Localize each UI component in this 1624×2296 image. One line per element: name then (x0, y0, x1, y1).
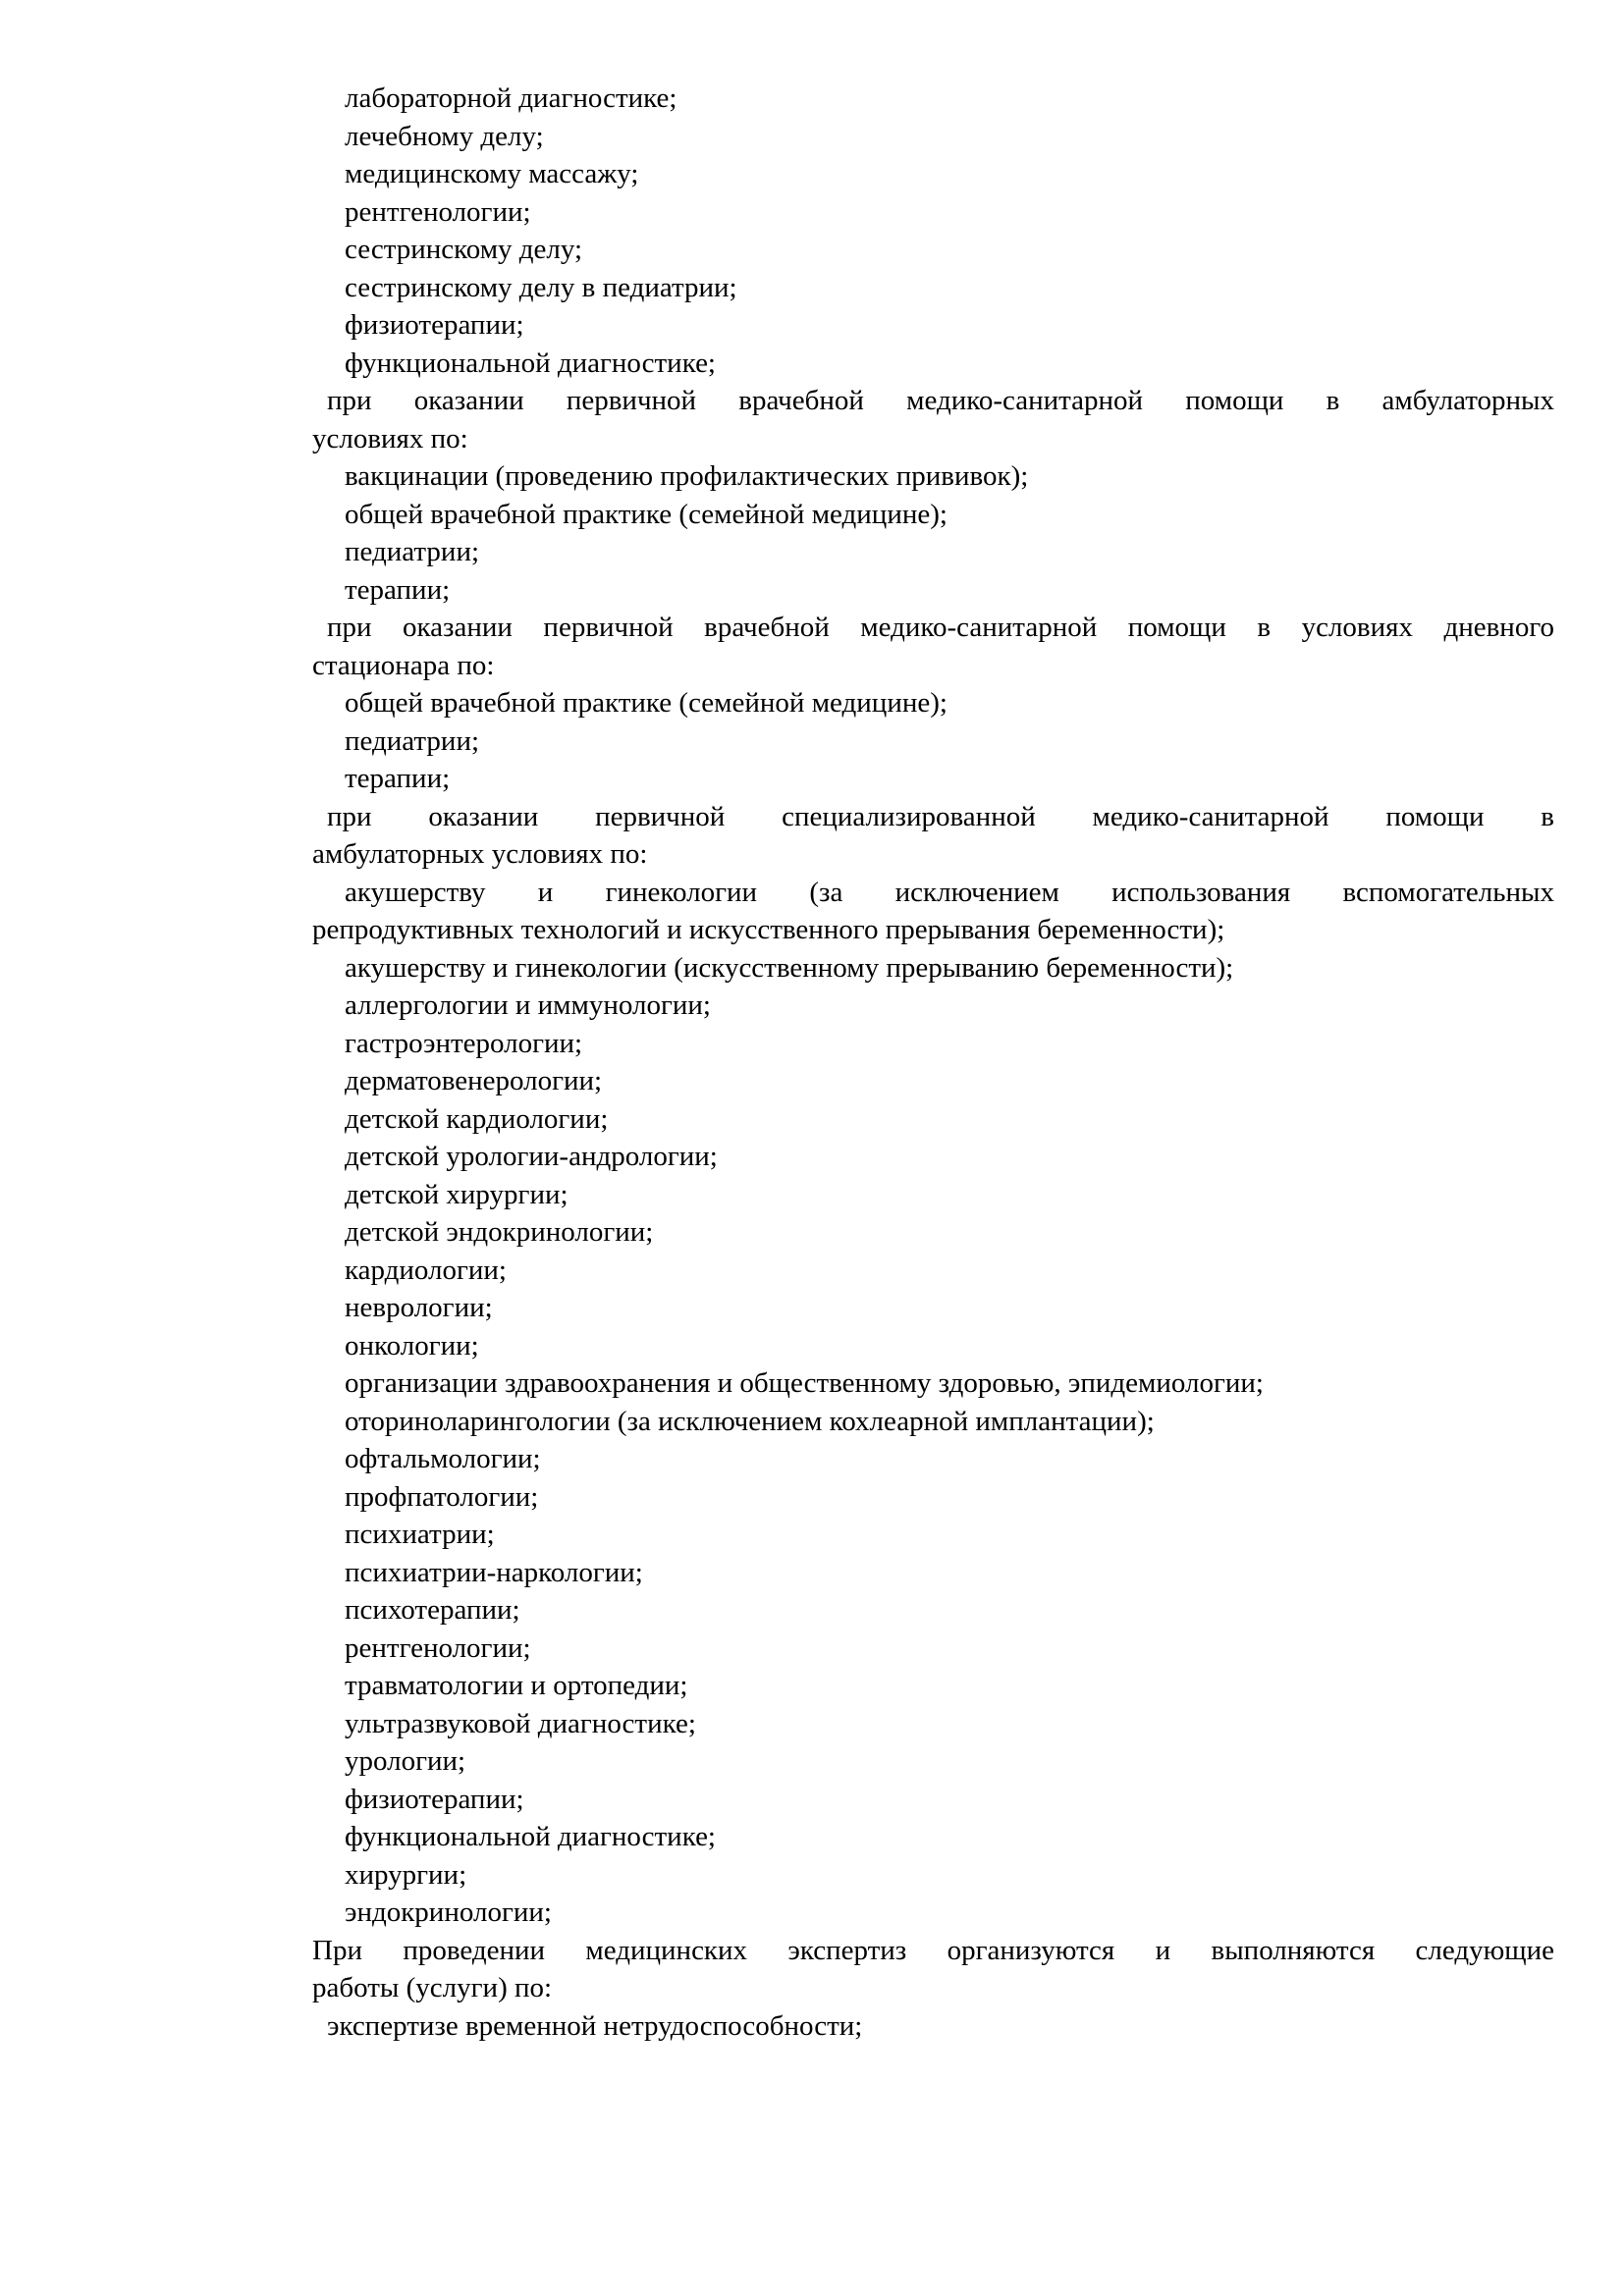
list-item-line: акушерству и гинекологии (за исключением использования вспомогательных (345, 876, 1554, 908)
list-item-line: психиатрии; (345, 1519, 495, 1550)
list-item-line: репродуктивных технологий и искусственного прерывания беременности); (312, 914, 1225, 945)
list-item-line: кардиологии; (345, 1254, 507, 1286)
list-item-line: ультразвуковой диагностике; (345, 1707, 696, 1739)
list-item-line: сестринскому делу в педиатрии; (345, 271, 737, 303)
list-item-line: детской кардиологии; (345, 1102, 609, 1135)
list-item-line: эндокринологии; (345, 1896, 552, 1928)
list-item-line: детской урологии-андрологии; (345, 1141, 718, 1172)
document-page (0, 80, 1624, 2045)
list-item-line: педиатрии; (345, 724, 480, 757)
paragraph-line: условиях по: (312, 422, 468, 454)
list-item-line: физиотерапии; (345, 309, 524, 341)
list-item-line: лечебному делу; (345, 120, 544, 152)
list-item-line: лабораторной диагностике; (345, 82, 677, 114)
list-item-line: дерматовенерологии; (345, 1065, 603, 1096)
list-item-line: педиатрии; (345, 536, 480, 567)
list-item-line: неврологии; (345, 1292, 493, 1323)
paragraph-line: при оказании первичной врачебной медико-санитарной помощи в условиях дневного (327, 612, 1554, 643)
list-item-line: онкологии; (345, 1329, 479, 1362)
list-item-line: аллергологии и иммунологии; (345, 989, 711, 1021)
list-item-line: терапии; (345, 763, 451, 794)
list-item-line: общей врачебной практике (семейной медицине); (345, 498, 947, 530)
list-item-line: детской эндокринологии; (345, 1216, 654, 1248)
list-item-line: психотерапии; (345, 1594, 520, 1626)
list-item-line: урологии; (345, 1745, 466, 1777)
list-item-line: детской хирургии; (345, 1178, 568, 1210)
list-item-line: хирургии; (345, 1858, 467, 1891)
list-item-line: медицинскому массажу; (345, 158, 639, 189)
list-item-line: общей врачебной практике (семейной медицине); (345, 687, 947, 719)
paragraph-line: амбулаторных условиях по: (312, 838, 648, 870)
list-item-line: акушерству и гинекологии (искусственному прерыванию беременности); (345, 951, 1234, 984)
paragraph-line: стационара по: (312, 649, 495, 681)
list-item-line: сестринскому делу; (345, 234, 583, 265)
list-item-line: вакцинации (проведению профилактических прививок); (345, 460, 1029, 492)
list-item-line: экспертизе временной нетрудоспособности; (327, 2009, 863, 2042)
paragraph-line: При проведении медицинских экспертиз организуются и выполняются следующие (312, 1934, 1554, 1966)
paragraph-line: при оказании первичной специализированной медико-санитарной помощи в (327, 800, 1554, 832)
list-item-line: функциональной диагностике; (345, 347, 716, 379)
list-item-line: профпатологии; (345, 1480, 539, 1513)
list-item-line: организации здравоохранения и общественному здоровью, эпидемиологии; (345, 1367, 1264, 1399)
list-item-line: рентгенологии; (345, 195, 531, 228)
list-item-line: физиотерапии; (345, 1783, 524, 1815)
list-item-line: травматологии и ортопедии; (345, 1670, 688, 1701)
list-item-line: функциональной диагностике; (345, 1821, 716, 1852)
paragraph-line: при оказании первичной врачебной медико-санитарной помощи в амбулаторных (327, 385, 1554, 416)
list-item-line: гастроэнтерологии; (345, 1027, 583, 1059)
list-item-line: терапии; (345, 573, 451, 606)
paragraph-line: работы (услуги) по: (312, 1972, 553, 2003)
list-item-line: психиатрии-наркологии; (345, 1556, 643, 1588)
list-item-line: рентгенологии; (345, 1631, 531, 1664)
list-item-line: офтальмологии; (345, 1443, 541, 1474)
list-item-line: оториноларингологии (за исключением кохлеарной имплантации); (345, 1405, 1155, 1437)
